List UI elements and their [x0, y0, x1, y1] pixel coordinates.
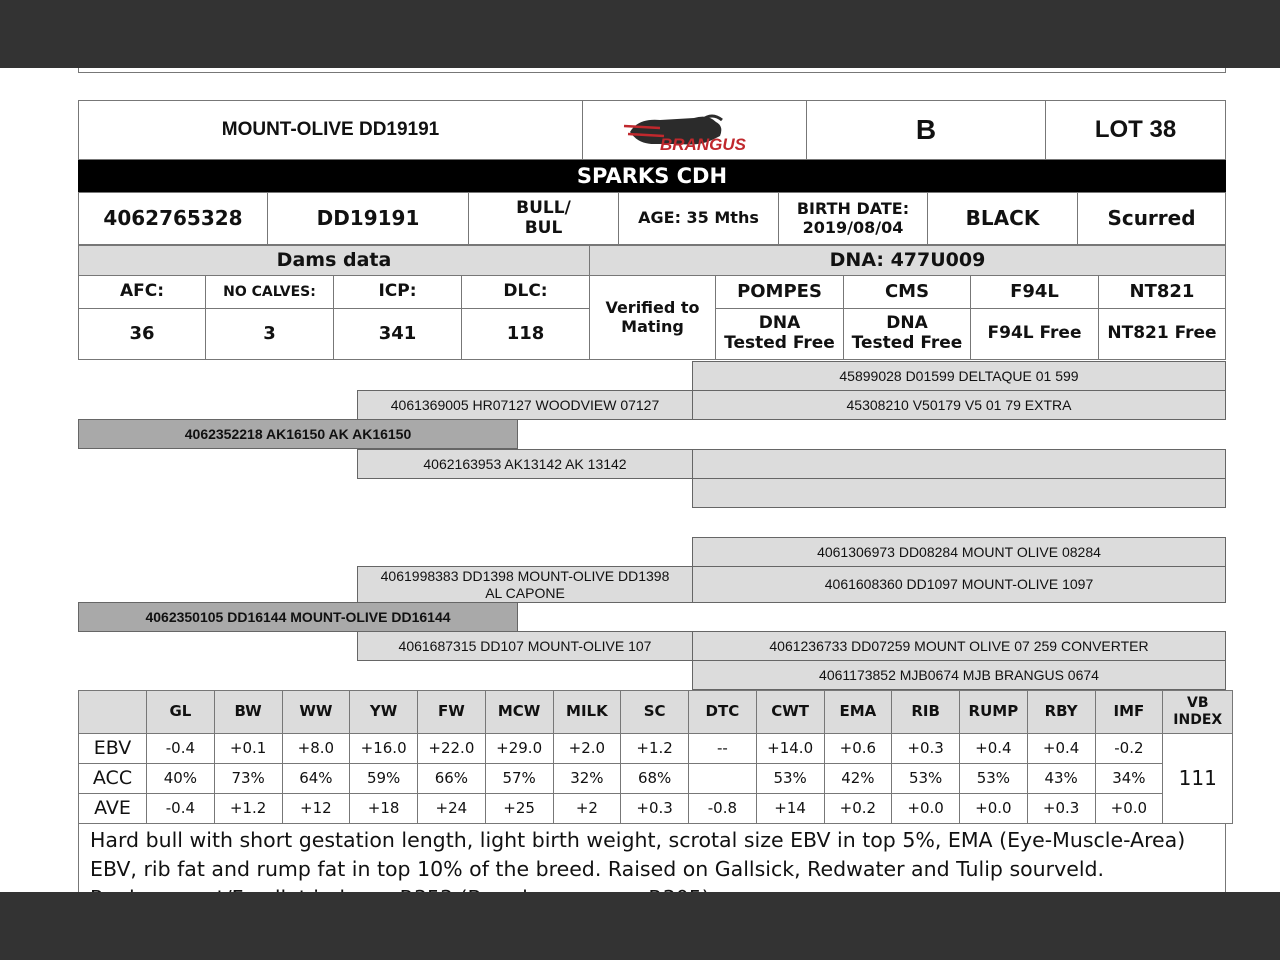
pompes-header: POMPES — [715, 275, 844, 309]
ebv-ave-rump: +0.0 — [959, 793, 1028, 824]
cms-result-text: DNA Tested Free — [851, 313, 963, 353]
dam-dam: 4061687315 DD107 MOUNT-OLIVE 107 — [357, 631, 693, 661]
dlc-value: 118 — [461, 308, 590, 360]
birth-date-label: BIRTH DATE: 2019/08/04 — [796, 199, 910, 237]
ebv-acc-fw: 66% — [417, 763, 486, 794]
calves-value: 3 — [205, 308, 334, 360]
ebv-ebv-ema: +0.6 — [824, 733, 893, 764]
grade: B — [806, 100, 1046, 160]
ebv-acc-mcw: 57% — [485, 763, 554, 794]
ebv-acc-rump: 53% — [959, 763, 1028, 794]
afc-header: AFC: — [78, 275, 206, 309]
registration-number: 4062765328 — [78, 192, 268, 245]
ebv-ave-cwt: +14 — [756, 793, 825, 824]
sex — [468, 192, 619, 245]
sire-sire: 4061369005 HR07127 WOODVIEW 07127 — [357, 390, 693, 420]
ebv-ave-ww: +12 — [282, 793, 351, 824]
ebv-header-fw: FW — [417, 690, 486, 734]
f94l-result: F94L Free — [970, 308, 1099, 360]
ebv-acc-yw: 59% — [349, 763, 418, 794]
ebv-header-bw: BW — [214, 690, 283, 734]
ebv-ebv-milk: +2.0 — [553, 733, 622, 764]
brangus-logo — [582, 100, 807, 160]
dam-sire-dam: 4061608360 DD1097 MOUNT-OLIVE 1097 — [692, 566, 1226, 603]
ebv-ave-yw: +18 — [349, 793, 418, 824]
ebv-ebv-mcw: +29.0 — [485, 733, 554, 764]
dam-dam-dam: 4061173852 MJB0674 MJB BRANGUS 0674 — [692, 660, 1226, 690]
ebv-ave-gl: -0.4 — [146, 793, 215, 824]
icp-value: 341 — [333, 308, 462, 360]
ebv-ebv-imf: -0.2 — [1095, 733, 1164, 764]
nt821-header: NT821 — [1098, 275, 1226, 309]
ebv-header-milk: MILK — [553, 690, 622, 734]
ebv-header-gl: GL — [146, 690, 215, 734]
ebv-ave-mcw: +25 — [485, 793, 554, 824]
top-shade — [0, 0, 1280, 68]
ebv-header-rump: RUMP — [959, 690, 1028, 734]
ebv-header-rby: RBY — [1027, 690, 1096, 734]
ebv-acc-rib: 53% — [891, 763, 960, 794]
ebv-ave-rib: +0.0 — [891, 793, 960, 824]
ebv-header-ww: WW — [282, 690, 351, 734]
ebv-ebv-ww: +8.0 — [282, 733, 351, 764]
ebv-header-ema: EMA — [824, 690, 893, 734]
age: AGE: 35 Mths — [618, 192, 779, 245]
ebv-ave-ema: +0.2 — [824, 793, 893, 824]
pompes-result-text: DNA Tested Free — [724, 313, 835, 353]
ebv-ave-bw: +1.2 — [214, 793, 283, 824]
ebv-acc-rby: 43% — [1027, 763, 1096, 794]
vb-index-header: VB INDEX — [1162, 690, 1233, 734]
ebv-acc-ema: 42% — [824, 763, 893, 794]
ebv-ebv-sc: +1.2 — [620, 733, 689, 764]
ebv-ebv-rby: +0.4 — [1027, 733, 1096, 764]
pompes-result — [715, 308, 844, 360]
ebv-ave-milk: +2 — [553, 793, 622, 824]
horn-status: Scurred — [1077, 192, 1226, 245]
ebv-ave-sc: +0.3 — [620, 793, 689, 824]
ebv-header-rib: RIB — [891, 690, 960, 734]
ebv-header-sc: SC — [620, 690, 689, 734]
animal-name: SPARKS CDH — [78, 160, 1226, 193]
ebv-ebv-fw: +22.0 — [417, 733, 486, 764]
ebv-row-label-acc: ACC — [78, 763, 147, 794]
cms-result — [843, 308, 971, 360]
sire-sire-dam: 45308210 V50179 V5 01 79 EXTRA — [692, 390, 1226, 420]
sire: 4062352218 AK16150 AK AK16150 — [78, 419, 518, 449]
ebv-acc-ww: 64% — [282, 763, 351, 794]
ebv-acc-imf: 34% — [1095, 763, 1164, 794]
dlc-header: DLC: — [461, 275, 590, 309]
ebv-ebv-bw: +0.1 — [214, 733, 283, 764]
icp-header: ICP: — [333, 275, 462, 309]
dam-dam-sire: 4061236733 DD07259 MOUNT OLIVE 07 259 CONVERTER — [692, 631, 1226, 661]
ebv-acc-dtc — [688, 763, 757, 794]
sire-dam: 4062163953 AK13142 AK 13142 — [357, 449, 693, 479]
dam-sire-sire: 4061306973 DD08284 MOUNT OLIVE 08284 — [692, 537, 1226, 567]
ebv-header-cwt: CWT — [756, 690, 825, 734]
animal-id: DD19191 — [267, 192, 469, 245]
lot-number: LOT 38 — [1045, 100, 1226, 160]
dams-title: Dams data — [78, 245, 590, 276]
ebv-ave-imf: +0.0 — [1095, 793, 1164, 824]
ebv-ave-fw: +24 — [417, 793, 486, 824]
comments: Hard bull with short gestation length, light birth weight, scrotal size EBV in top 5%, EMA (Eye-Muscle-Area) EBV, rib fat and rump fat in top 10% of the breed. Raised on Gallsick, Redwater and Tulip sourveld. — [78, 824, 1226, 944]
nt821-result: NT821 Free — [1098, 308, 1226, 360]
ebv-header-yw: YW — [349, 690, 418, 734]
ebv-acc-sc: 68% — [620, 763, 689, 794]
afc-value: 36 — [78, 308, 206, 360]
ebv-header-dtc: DTC — [688, 690, 757, 734]
ebv-ave-dtc: -0.8 — [688, 793, 757, 824]
sire-dam-sire — [692, 449, 1226, 479]
dna-title: DNA: 477U009 — [589, 245, 1226, 276]
dam: 4062350105 DD16144 MOUNT-OLIVE DD16144 — [78, 602, 518, 632]
ebv-row-label-ebv: EBV — [78, 733, 147, 764]
ebv-acc-cwt: 53% — [756, 763, 825, 794]
calves-header: NO CALVES: — [205, 275, 334, 309]
ebv-ave-rby: +0.3 — [1027, 793, 1096, 824]
vb-index-value: 111 — [1162, 733, 1233, 824]
herd-name: MOUNT-OLIVE DD19191 — [78, 100, 583, 160]
verified-label: Verified to Mating — [605, 298, 700, 336]
ebv-corner — [78, 690, 147, 734]
birth-date — [778, 192, 928, 245]
cms-header: CMS — [843, 275, 971, 309]
ebv-header-imf: IMF — [1095, 690, 1164, 734]
ebv-ebv-gl: -0.4 — [146, 733, 215, 764]
ebv-ebv-rib: +0.3 — [891, 733, 960, 764]
colour: BLACK — [927, 192, 1078, 245]
verified-to-mating — [589, 275, 716, 360]
ebv-acc-milk: 32% — [553, 763, 622, 794]
dam-sire-text: 4061998383 DD1398 MOUNT-OLIVE DD1398 AL CAPONE — [380, 567, 670, 601]
ebv-acc-gl: 40% — [146, 763, 215, 794]
ebv-header-mcw: MCW — [485, 690, 554, 734]
f94l-header: F94L — [970, 275, 1099, 309]
dam-sire — [357, 566, 693, 603]
sire-dam-dam — [692, 478, 1226, 508]
logo-text: BRANGUS — [659, 135, 746, 154]
ebv-ebv-rump: +0.4 — [959, 733, 1028, 764]
sire-sire-sire: 45899028 D01599 DELTAQUE 01 599 — [692, 361, 1226, 391]
sex-label: BULL/ BUL — [516, 197, 571, 238]
ebv-ebv-yw: +16.0 — [349, 733, 418, 764]
ebv-ebv-cwt: +14.0 — [756, 733, 825, 764]
ebv-ebv-dtc: -- — [688, 733, 757, 764]
ebv-row-label-ave: AVE — [78, 793, 147, 824]
bottom-shade — [0, 892, 1280, 960]
ebv-acc-bw: 73% — [214, 763, 283, 794]
bull-logo-icon — [620, 106, 770, 154]
